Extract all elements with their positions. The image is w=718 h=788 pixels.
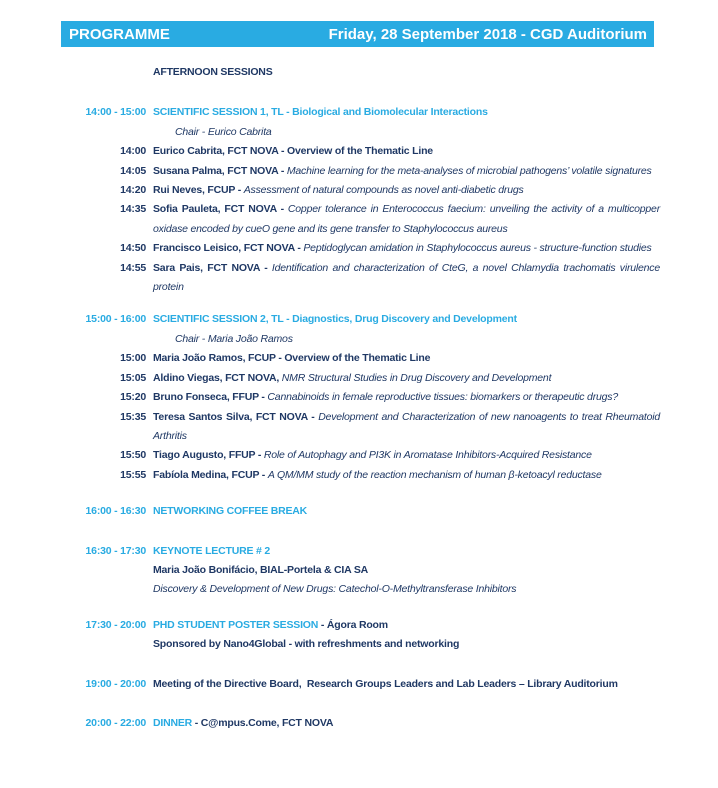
talk-time-label: 15:50: [120, 449, 146, 462]
talk-entry: [153, 369, 660, 388]
schedule-block-meeting: [61, 675, 661, 694]
talk-entry: [153, 239, 660, 258]
talk-time-label: 15:00: [120, 352, 146, 365]
text-segment: Role of Autophagy and PI3K in Aromatase Inhibitors-Acquired Resistance: [263, 449, 592, 462]
schedule-blocks: [61, 103, 661, 733]
text-segment: Cannabinoids in female reproductive tissues: biomarkers or therapeutic drugs?: [267, 391, 618, 404]
text-segment: Peptidoglycan amidation in Staphylococcus aureus - structure-function studies: [303, 242, 652, 255]
schedule-row: [61, 502, 661, 521]
schedule-row: [61, 310, 661, 329]
text-segment: Sponsored by Nano4Global - with refreshments and networking: [153, 638, 460, 651]
schedule-row: [61, 675, 661, 694]
text-segment: KEYNOTE LECTURE # 2: [153, 544, 270, 557]
time-range-label: 19:00 - 20:00: [85, 677, 146, 690]
text-segment: Tiago Augusto, FFUP -: [153, 449, 264, 462]
row-content: [153, 103, 660, 122]
schedule-row: [61, 123, 661, 142]
header-date-location: Friday, 28 September 2018 - CGD Auditorium: [328, 25, 647, 43]
time-range-label: 17:30 - 20:00: [85, 618, 146, 631]
schedule-block-poster-session: [61, 616, 661, 655]
text-segment: NETWORKING COFFEE BREAK: [153, 505, 308, 518]
text-segment: Aldino Viegas, FCT NOVA,: [153, 371, 282, 384]
time-range-label: 16:30 - 17:30: [85, 544, 146, 557]
text-segment: - Ágora Room: [318, 618, 388, 631]
schedule-row: [61, 446, 661, 465]
talk-time-label: 14:55: [120, 261, 146, 274]
schedule-row: [61, 181, 661, 200]
header-bar: [61, 21, 654, 47]
text-segment: Copper tolerance in Enterococcus faecium: unveiling the activity of a multicopper oxidase encoded by cueO gene and its gene transfer to Staphylococcus aureus: [153, 203, 663, 235]
talk-time-label: 15:55: [120, 468, 146, 481]
schedule-block-session: [61, 310, 661, 485]
detail-line: [153, 580, 660, 599]
talk-time-label: 14:50: [120, 242, 146, 255]
talk-entry: [153, 349, 660, 368]
text-segment: A QM/MM study of the reaction mechanism of human β-ketoacyl reductase: [267, 468, 602, 481]
afternoon-sessions-heading: AFTERNOON SESSIONS: [153, 66, 273, 78]
schedule-row: [61, 388, 661, 407]
schedule-block-keynote: [61, 542, 661, 600]
text-segment: Bruno Fonseca, FFUP -: [153, 391, 268, 404]
schedule-block-session: [61, 103, 661, 297]
talk-entry: [153, 200, 663, 239]
schedule-row: [61, 466, 661, 485]
talk-entry: [153, 408, 663, 447]
talk-time-label: 14:35: [120, 203, 146, 216]
text-segment: NMR Structural Studies in Drug Discovery and Development: [281, 371, 552, 384]
text-segment: Sofia Pauleta, FCT NOVA -: [153, 203, 288, 216]
row-content: [153, 330, 660, 349]
row-content: [153, 616, 660, 635]
row-content: [153, 123, 660, 142]
talk-time-label: 14:20: [120, 184, 146, 197]
chair-line: Chair - Eurico Cabrita: [175, 125, 272, 138]
schedule-row: [61, 616, 661, 635]
text-segment: Identification and characterization of CteG, a novel Chlamydia trachomatis virulence protein: [153, 261, 663, 294]
text-segment: Development and Characterization of new nanoagents to treat Rheumatoid Arthritis: [153, 410, 663, 442]
schedule-row: [61, 635, 661, 654]
talk-entry: [153, 446, 660, 465]
text-segment: Susana Palma, FCT NOVA -: [153, 164, 287, 177]
header-title: PROGRAMME: [69, 25, 170, 43]
schedule-row: [61, 369, 661, 388]
text-segment: Machine learning for the meta-analyses of microbial pathogens’ volatile signatures: [286, 164, 652, 177]
schedule-content: [61, 60, 661, 733]
schedule-row: [61, 714, 661, 733]
time-range-label: 16:00 - 16:30: [85, 505, 146, 518]
schedule-row: [61, 330, 661, 349]
text-segment: SCIENTIFIC SESSION 1, TL - Biological and Biomolecular Interactions: [153, 106, 488, 119]
schedule-row: [61, 142, 661, 161]
schedule-block-dinner: [61, 714, 661, 733]
schedule-row: [61, 162, 661, 181]
schedule-row: [61, 408, 661, 447]
talk-time-label: 15:05: [120, 371, 146, 384]
schedule-block-break: [61, 502, 661, 521]
schedule-row: [61, 239, 661, 258]
schedule-row: [61, 349, 661, 368]
text-segment: Teresa Santos Silva, FCT NOVA -: [153, 410, 319, 423]
talk-entry: [153, 181, 660, 200]
chair-line: Chair - Maria João Ramos: [175, 332, 293, 345]
text-segment: Discovery & Development of New Drugs: Catechol-O-Methyltransferase Inhibitors: [153, 583, 517, 596]
talk-entry: [153, 259, 663, 298]
talk-entry: [153, 466, 660, 485]
talk-entry: [153, 388, 660, 407]
talk-entry: [153, 162, 660, 181]
talk-time-label: 14:05: [120, 164, 146, 177]
detail-line: [153, 561, 660, 580]
text-segment: Eurico Cabrita, FCT NOVA - Overview of the Thematic Line: [153, 145, 433, 158]
text-segment: Francisco Leisico, FCT NOVA -: [153, 242, 304, 255]
talk-time-label: 15:20: [120, 391, 146, 404]
row-content: [153, 714, 660, 733]
text-segment: Maria João Ramos, FCUP - Overview of the Thematic Line: [153, 352, 431, 365]
subtitle-row: [61, 63, 661, 82]
text-segment: SCIENTIFIC SESSION 2, TL - Diagnostics, Drug Discovery and Development: [153, 313, 517, 326]
text-segment: Fabíola Medina, FCUP -: [153, 468, 268, 481]
text-segment: PHD STUDENT POSTER SESSION: [153, 618, 319, 631]
text-segment: Assessment of natural compounds as novel anti-diabetic drugs: [243, 184, 524, 197]
row-content: [153, 675, 660, 694]
row-content: [153, 502, 660, 521]
row-content: [153, 310, 660, 329]
schedule-row: [61, 200, 661, 239]
detail-line: [153, 635, 660, 654]
talk-time-label: 14:00: [120, 145, 146, 158]
schedule-row: [61, 580, 661, 599]
talk-entry: [153, 142, 660, 161]
text-segment: DINNER: [153, 716, 193, 729]
schedule-row: [61, 103, 661, 122]
time-range-label: 14:00 - 15:00: [85, 106, 146, 119]
text-segment: Sara Pais, FCT NOVA -: [153, 261, 272, 274]
text-segment: Rui Neves, FCUP -: [153, 184, 244, 197]
time-range-label: 15:00 - 16:00: [85, 313, 146, 326]
schedule-row: [61, 542, 661, 561]
talk-time-label: 15:35: [120, 410, 146, 423]
text-segment: Maria João Bonifácio, BIAL-Portela & CIA SA: [153, 563, 369, 576]
text-segment: - C@mpus.Come, FCT NOVA: [192, 716, 334, 729]
schedule-row: [61, 259, 661, 298]
schedule-row: [61, 561, 661, 580]
text-segment: Meeting of the Directive Board, Research Groups Leaders and Lab Leaders – Library Auditorium: [153, 677, 618, 690]
time-range-label: 20:00 - 22:00: [85, 716, 146, 729]
row-content: [153, 542, 660, 561]
